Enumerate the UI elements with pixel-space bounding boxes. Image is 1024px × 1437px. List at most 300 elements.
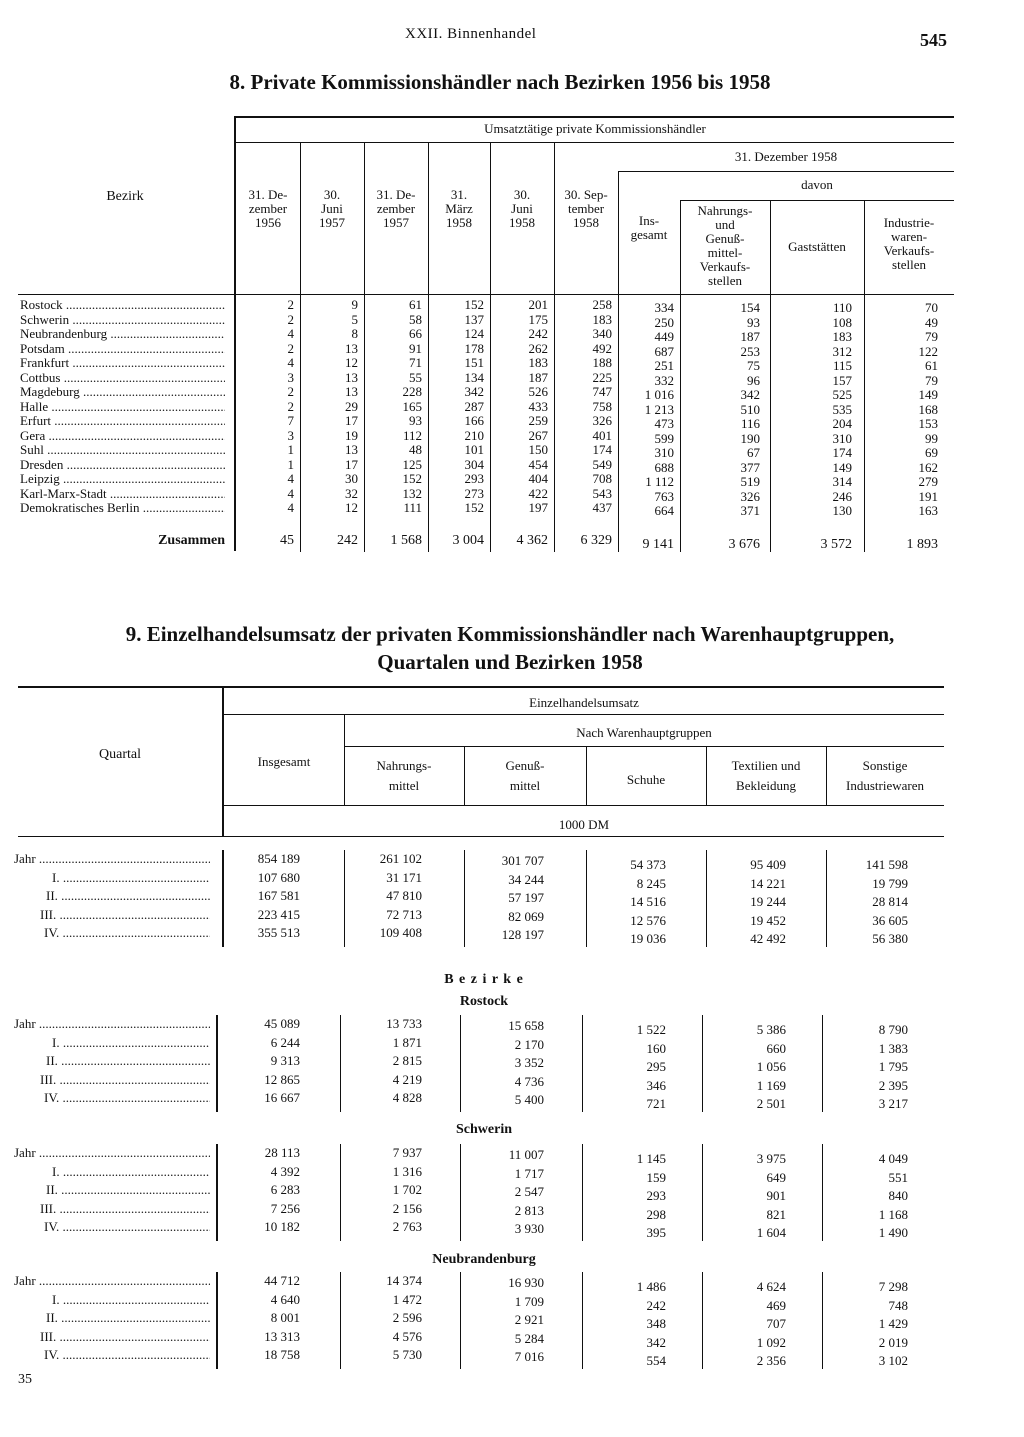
table9-cell: 1 383 xyxy=(878,1040,908,1056)
table8-cell: 12 xyxy=(345,500,358,515)
table9-cell: 72 713 xyxy=(386,906,422,922)
table9-cell: 16 930 xyxy=(508,1275,544,1290)
table8-total-cell: 3 004 xyxy=(452,533,484,548)
table9-cell: 2 921 xyxy=(514,1312,544,1327)
table8-total-cell: 3 572 xyxy=(820,537,852,552)
table9-block-divider xyxy=(340,1272,341,1369)
table8-cell: 66 xyxy=(409,326,422,341)
table8-col-header: 30. Sep- tember 1958 xyxy=(564,187,608,230)
table8-cell: 2 xyxy=(287,340,294,356)
table9-block-divider xyxy=(826,850,827,947)
table9-cell: 7 937 xyxy=(392,1145,422,1160)
table8-cell: 48 xyxy=(409,442,422,457)
table9-cell: 19 036 xyxy=(630,931,666,946)
table9-block-divider xyxy=(582,1015,583,1112)
table8-cell: 664 xyxy=(654,503,674,518)
table8-cell: 183 xyxy=(528,355,548,370)
table8-cell: 2 xyxy=(287,297,294,312)
table8-cell: 1 xyxy=(287,442,294,457)
table9-section-name: Schwerin xyxy=(456,1122,512,1137)
table9-block-divider xyxy=(702,1272,703,1369)
table9-block-divider xyxy=(702,1144,703,1241)
table9-cell: 554 xyxy=(646,1353,666,1368)
table9-cell: 2 763 xyxy=(392,1219,422,1234)
table9-cell: 4 049 xyxy=(878,1151,908,1166)
table9-cell: 551 xyxy=(888,1169,908,1185)
table9-cell: 2 596 xyxy=(392,1310,422,1325)
table8-cell: 163 xyxy=(918,503,938,518)
table8-col-header: Ins- gesamt xyxy=(630,213,668,242)
table9-cell: 1 709 xyxy=(514,1293,544,1309)
table9-col-header: Insgesamt xyxy=(257,754,311,769)
table8-cell: 526 xyxy=(528,384,548,399)
table8-cell: 49 xyxy=(925,314,938,330)
table8-cell: 210 xyxy=(464,427,484,443)
table8-cell: 17 xyxy=(345,413,358,428)
table8-row-label: Dresden ..... xyxy=(20,458,225,473)
table8-cell: 535 xyxy=(832,401,852,417)
table9-cell: 1 429 xyxy=(878,1316,908,1331)
table9-cell: 141 598 xyxy=(865,857,908,872)
table9-cell: 2 395 xyxy=(878,1077,908,1093)
table8-cell: 165 xyxy=(402,398,422,414)
table8-row-label: Suhl ..... xyxy=(20,443,225,458)
table9-cell: 4 624 xyxy=(756,1279,786,1294)
table9-unit: 1000 DM xyxy=(558,817,610,832)
table8-cell: 2 xyxy=(287,384,294,399)
table8-cell: 2 xyxy=(287,398,294,414)
table8-cell: 175 xyxy=(528,311,548,327)
table9-cell: 1 795 xyxy=(878,1059,908,1074)
table9-block-divider xyxy=(460,1144,461,1241)
table8-cell: 99 xyxy=(925,430,938,446)
table9-cell: 1 472 xyxy=(392,1291,422,1307)
table9-row-label: IV. ..... xyxy=(44,1091,210,1106)
table9-cell: 2 501 xyxy=(756,1096,786,1111)
table9-cell: 7 016 xyxy=(514,1349,544,1364)
table8-cell: 4 xyxy=(287,500,294,515)
table9-cell: 19 244 xyxy=(750,894,786,909)
table9-cell: 109 408 xyxy=(379,925,422,940)
table8-cell: 510 xyxy=(740,401,760,417)
table9-cell: 4 640 xyxy=(270,1291,300,1307)
table9-cell: 3 102 xyxy=(878,1353,908,1368)
table9-row-label: IV. ..... xyxy=(44,1220,210,1235)
table9-cell: 160 xyxy=(646,1040,666,1056)
table9-row-label: IV. ..... xyxy=(44,926,210,941)
table8-cell: 17 xyxy=(345,456,358,472)
table8-cell: 122 xyxy=(918,343,938,359)
page-number: 545 xyxy=(920,30,947,50)
table9-cell: 10 182 xyxy=(264,1219,300,1234)
table9-cell: 261 102 xyxy=(379,851,422,866)
table8-cell: 152 xyxy=(464,297,484,312)
table8-col-header: 30. Juni 1957 xyxy=(319,187,345,230)
table8-cell: 29 xyxy=(345,398,358,414)
table9-col-header: Textilien und Bekleidung xyxy=(731,758,801,793)
table8-cell: 3 xyxy=(287,369,294,385)
table9-row-label: Jahr ..... xyxy=(14,1146,210,1161)
table8-row-label: Erfurt ..... xyxy=(20,414,225,429)
table9-cell: 57 197 xyxy=(508,890,544,905)
table8-cell: 152 xyxy=(464,500,484,515)
table9-cell: 342 xyxy=(646,1334,666,1350)
table8-cell: 157 xyxy=(832,372,852,388)
table8-row-label: Gera ..... xyxy=(20,429,225,444)
table9-cell: 2 356 xyxy=(756,1353,786,1368)
table9-cell: 1 168 xyxy=(878,1206,908,1222)
table9-block-divider xyxy=(216,1144,218,1241)
table9-block-divider xyxy=(702,1015,703,1112)
table8-row-label: Karl-Marx-Stadt ..... xyxy=(20,487,225,502)
table8-span-header: Umsatztätige private Kommissionshändler xyxy=(484,121,706,136)
table8-cell: 225 xyxy=(592,369,612,385)
table8-cell: 310 xyxy=(654,445,674,460)
table8-cell: 401 xyxy=(592,427,612,443)
table8-cell: 1 213 xyxy=(644,401,674,417)
table8-cell: 151 xyxy=(464,355,484,370)
table9-block-divider xyxy=(216,1015,218,1112)
table9-row-label: I. ..... xyxy=(52,1036,210,1051)
table9-cell: 45 089 xyxy=(264,1016,300,1031)
table9-cell: 707 xyxy=(766,1316,786,1331)
table8-cell: 168 xyxy=(918,401,938,417)
table8-cell: 287 xyxy=(464,398,484,414)
table9-cell: 301 707 xyxy=(501,853,544,868)
table9-block-divider xyxy=(460,1272,461,1369)
table9-cell: 6 244 xyxy=(270,1034,300,1050)
table8-cell: 267 xyxy=(528,427,548,443)
table8-cell: 334 xyxy=(654,300,674,315)
table8-cell: 310 xyxy=(832,430,852,446)
table8-cell: 61 xyxy=(925,358,938,373)
table8-cell: 153 xyxy=(918,416,938,431)
table9-cell: 14 516 xyxy=(630,894,666,909)
table8-cell: 404 xyxy=(528,471,548,486)
table8-total-cell: 6 329 xyxy=(580,533,612,548)
table9-label-header: Quartal xyxy=(99,747,141,762)
table9-cell: 15 658 xyxy=(508,1018,544,1033)
table9-cell: 3 975 xyxy=(756,1151,786,1166)
table8-col-header: 31. März 1958 xyxy=(445,187,473,230)
table8-cell: 4 xyxy=(287,326,294,341)
table9-col-header: Nahrungs- mittel xyxy=(376,758,432,793)
table8-cell: 190 xyxy=(740,430,760,446)
table8-cell: 108 xyxy=(832,314,852,330)
table9-cell: 1 717 xyxy=(514,1165,544,1181)
table9-cell: 1 522 xyxy=(636,1022,666,1037)
table9-cell: 649 xyxy=(766,1169,786,1185)
table9-cell: 1 145 xyxy=(636,1151,666,1166)
table8-cell: 473 xyxy=(654,416,674,431)
table8-row-label: Neubrandenburg ..... xyxy=(20,327,225,342)
table9-cell: 159 xyxy=(646,1169,666,1185)
table9-cell: 11 007 xyxy=(508,1147,544,1162)
table9-cell: 901 xyxy=(766,1188,786,1203)
table8-cell: 279 xyxy=(918,474,938,489)
table8-cell: 4 xyxy=(287,485,294,501)
table8-cell: 314 xyxy=(832,474,852,489)
table9-cell: 1 316 xyxy=(392,1163,422,1179)
table8-cell: 293 xyxy=(464,471,484,486)
table8-cell: 549 xyxy=(592,456,612,472)
table8-cell: 130 xyxy=(832,503,852,518)
table9-cell: 42 492 xyxy=(750,931,786,946)
table9-col-header: Sonstige Industriewaren xyxy=(846,758,924,793)
table9-block-divider xyxy=(340,1015,341,1112)
table9-cell: 2 156 xyxy=(392,1200,422,1216)
table9-cell: 36 605 xyxy=(872,912,908,928)
table9-row-label: II. ..... xyxy=(46,889,210,904)
table8-cell: 1 xyxy=(287,456,294,472)
table9-cell: 8 245 xyxy=(636,875,666,891)
table9-cell: 4 392 xyxy=(270,1163,300,1179)
table9-cell: 16 667 xyxy=(264,1090,300,1105)
table9-cell: 128 197 xyxy=(501,927,544,942)
table8-top-rule xyxy=(236,116,954,118)
table8-total-cell: 9 141 xyxy=(642,537,674,552)
table8-davon-header: davon xyxy=(801,177,833,192)
table8-cell: 187 xyxy=(528,369,548,385)
table9-cell: 34 244 xyxy=(508,871,544,887)
table8-cell: 70 xyxy=(925,300,938,315)
table8-cell: 125 xyxy=(402,456,422,472)
table8-cell: 258 xyxy=(592,297,612,312)
table8-total-cell: 45 xyxy=(280,533,294,548)
table8-cell: 747 xyxy=(592,384,612,399)
table8-total-cell: 4 362 xyxy=(516,533,548,548)
table9-cell: 14 221 xyxy=(750,875,786,891)
table9-cell: 1 169 xyxy=(756,1077,786,1093)
table9-top-rule xyxy=(18,686,944,688)
table9-cell: 5 284 xyxy=(514,1330,544,1346)
table9-cell: 8 001 xyxy=(270,1310,300,1325)
table9-unit-rule xyxy=(18,836,944,837)
table9-cell: 12 865 xyxy=(264,1071,300,1087)
table8-dec58-rule xyxy=(618,171,954,172)
table9-cell: 721 xyxy=(646,1096,666,1111)
table9-cell: 4 219 xyxy=(392,1071,422,1087)
table9-block-divider xyxy=(822,1144,823,1241)
table8-cell: 79 xyxy=(925,329,938,344)
table8-cell: 304 xyxy=(464,456,484,472)
table8-cell: 688 xyxy=(654,459,674,475)
table8-cell: 13 xyxy=(345,442,358,457)
table9-cell: 9 313 xyxy=(270,1053,300,1068)
table8-cell: 201 xyxy=(528,297,548,312)
table9-cell: 3 217 xyxy=(878,1096,908,1111)
table8-cell: 174 xyxy=(592,442,612,457)
table8-row-label: Demokratisches Berlin ..... xyxy=(20,501,225,516)
table8-cell: 111 xyxy=(403,500,422,515)
table9-cell: 2 813 xyxy=(514,1202,544,1218)
table9-cell: 3 352 xyxy=(514,1055,544,1070)
table9-cell: 2 019 xyxy=(878,1334,908,1350)
table8-col-header: 30. Juni 1958 xyxy=(509,187,535,230)
table8-cell: 67 xyxy=(747,445,760,460)
table8-cell: 250 xyxy=(654,314,674,330)
table9-row-label: III. ..... xyxy=(40,1073,210,1088)
table8-col-header: 31. De- zember 1956 xyxy=(248,187,288,230)
table9-cell: 7 298 xyxy=(878,1279,908,1294)
table8-label-header: Bezirk xyxy=(106,189,144,204)
table9-cell: 5 386 xyxy=(756,1022,786,1037)
table8-total-cell: 242 xyxy=(337,533,358,548)
table9-cell: 28 814 xyxy=(872,894,908,909)
table8-cell: 112 xyxy=(402,427,422,443)
table8-dec58-header: 31. Dezember 1958 xyxy=(734,149,838,164)
table8-cell: 91 xyxy=(409,340,422,356)
table9-cell: 44 712 xyxy=(264,1273,300,1288)
table8-cell: 162 xyxy=(918,459,938,475)
table8-cell: 687 xyxy=(654,343,674,359)
table9-block-divider xyxy=(216,1272,218,1369)
table9-cell: 56 380 xyxy=(872,931,908,946)
table9-cell: 223 415 xyxy=(257,906,300,922)
table9-title-line2: Quartalen und Bezirken 1958 xyxy=(377,650,643,674)
table8-total-cell: 1 568 xyxy=(390,533,422,548)
table9-cell: 355 513 xyxy=(257,925,300,940)
table9-span-header: Einzelhandelsumsatz xyxy=(529,695,639,710)
table8-cell: 273 xyxy=(464,485,484,501)
table8-col-header: Nahrungs- und Genuß- mittel- Verkaufs- stellen xyxy=(697,203,753,288)
table9-block-divider xyxy=(582,1144,583,1241)
table8-row-label: Schwerin ..... xyxy=(20,313,225,328)
table8-cell: 191 xyxy=(918,488,938,504)
table8-cell: 96 xyxy=(747,372,760,388)
table9-cell: 13 733 xyxy=(386,1016,422,1031)
table9-cell: 19 452 xyxy=(750,912,786,928)
footer-signature: 35 xyxy=(18,1372,32,1387)
table9-cell: 2 170 xyxy=(514,1036,544,1052)
table8-cell: 519 xyxy=(740,474,760,489)
table9-header-bottom-rule xyxy=(224,805,944,806)
table8-cell: 251 xyxy=(654,358,674,373)
table8-cell: 115 xyxy=(832,358,852,373)
table9-cell: 107 680 xyxy=(257,869,300,885)
table8-cell: 183 xyxy=(832,329,852,344)
table9-row-label: I. ..... xyxy=(52,871,210,886)
table9-row-label: III. ..... xyxy=(40,1330,210,1345)
table9-cell: 4 736 xyxy=(514,1073,544,1089)
table8-total-label: Zusammen xyxy=(158,534,225,548)
table8-cell: 5 xyxy=(351,311,358,327)
table9-row-label: IV. ..... xyxy=(44,1348,210,1363)
table8-cell: 3 xyxy=(287,427,294,443)
table8-total-cell: 3 676 xyxy=(728,537,760,552)
table9-cell: 395 xyxy=(646,1225,666,1240)
table8-davon-rule xyxy=(680,200,954,201)
table8-cell: 9 xyxy=(351,297,358,312)
table8-cell: 183 xyxy=(592,311,612,327)
table9-cell: 346 xyxy=(646,1077,666,1093)
table8-row-label: Cottbus ..... xyxy=(20,371,225,386)
table8-cell: 187 xyxy=(740,329,760,344)
table8-cell: 101 xyxy=(464,442,484,457)
table8-cell: 152 xyxy=(402,471,422,486)
table9-cell: 47 810 xyxy=(386,888,422,903)
table9-row-label: III. ..... xyxy=(40,908,210,923)
table8-row-label: Frankfurt ..... xyxy=(20,356,225,371)
table9-cell: 31 171 xyxy=(386,869,422,885)
table8-cell: 253 xyxy=(740,343,760,359)
table9-cell: 5 400 xyxy=(514,1092,544,1107)
table8-cell: 55 xyxy=(409,369,422,385)
table8-cell: 13 xyxy=(345,369,358,385)
table9-row-label: Jahr ..... xyxy=(14,1274,210,1289)
table9-cell: 348 xyxy=(646,1316,666,1331)
table9-cell: 242 xyxy=(646,1297,666,1313)
table8-cell: 61 xyxy=(409,297,422,312)
table9-cell: 95 409 xyxy=(750,857,786,872)
table8-header-bottom-rule xyxy=(18,294,954,295)
table9-row-label: II. ..... xyxy=(46,1054,210,1069)
table9-cell: 13 313 xyxy=(264,1328,300,1344)
table9-cell: 1 702 xyxy=(392,1182,422,1197)
table9-cell: 1 871 xyxy=(392,1034,422,1050)
running-title: XXII. Binnenhandel xyxy=(405,26,537,42)
table9-cell: 660 xyxy=(766,1040,786,1056)
table8-cell: 758 xyxy=(592,398,612,414)
table8-cell: 7 xyxy=(287,413,294,428)
table9-block-divider xyxy=(460,1015,461,1112)
table8-row-label: Leipzig ..... xyxy=(20,472,225,487)
table9-cell: 1 056 xyxy=(756,1059,786,1074)
table8-cell: 342 xyxy=(464,384,484,399)
table9-cell: 167 581 xyxy=(257,888,300,903)
table9-group-header: Nach Warenhauptgruppen xyxy=(576,725,712,740)
table8-cell: 326 xyxy=(740,488,760,504)
table9-group-rule xyxy=(344,746,944,747)
table9-section-name: Rostock xyxy=(459,994,509,1009)
table9-cell: 2 547 xyxy=(514,1184,544,1199)
table8-cell: 150 xyxy=(528,442,548,457)
table9-row-label: II. ..... xyxy=(46,1183,210,1198)
table8-cell: 137 xyxy=(464,311,484,327)
table8-cell: 178 xyxy=(464,340,484,356)
table8-cell: 763 xyxy=(654,488,674,504)
table9-col-header: Schuhe xyxy=(626,772,666,787)
table8-cell: 93 xyxy=(747,314,760,330)
table9-block-divider xyxy=(822,1272,823,1369)
table8-title: 8. Private Kommissionshändler nach Bezirken 1956 bis 1958 xyxy=(229,70,771,94)
table8-cell: 312 xyxy=(832,343,852,359)
table8-cell: 449 xyxy=(654,329,674,344)
table8-col-header: 31. De- zember 1957 xyxy=(376,187,416,230)
table9-cell: 28 113 xyxy=(264,1145,300,1160)
table9-cell: 1 092 xyxy=(756,1334,786,1350)
table8-total-cell: 1 893 xyxy=(906,537,938,552)
table8-row-label: Potsdam ..... xyxy=(20,342,225,357)
table9-cell: 854 189 xyxy=(257,851,300,866)
table9-cell: 8 790 xyxy=(878,1022,908,1037)
table8-cell: 75 xyxy=(747,358,760,373)
table9-cell: 1 490 xyxy=(878,1225,908,1240)
table9-row-label: I. ..... xyxy=(52,1165,210,1180)
table8-cell: 134 xyxy=(464,369,484,385)
table9-row-label: II. ..... xyxy=(46,1311,210,1326)
table8-cell: 166 xyxy=(464,413,484,428)
table8-cell: 197 xyxy=(528,500,548,515)
table8-cell: 154 xyxy=(740,300,760,315)
table8-cell: 1 112 xyxy=(645,474,674,489)
table9-cell: 293 xyxy=(646,1188,666,1203)
table8-cell: 371 xyxy=(740,503,760,518)
table9-row-label: Jahr ..... xyxy=(14,852,210,867)
table8-row-label: Magdeburg ..... xyxy=(20,385,225,400)
table9-cell: 821 xyxy=(766,1206,786,1222)
table9-col-header: Genuß- mittel xyxy=(505,758,545,793)
